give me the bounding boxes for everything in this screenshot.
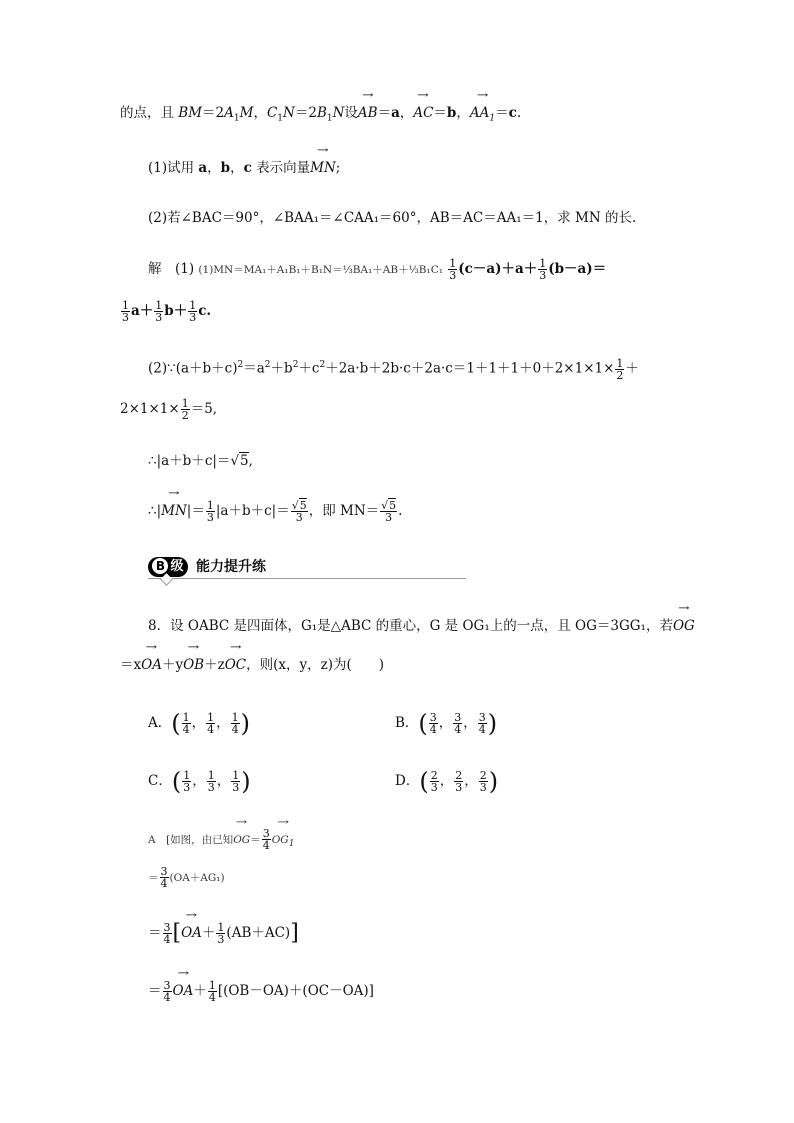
text: ＋	[201, 925, 216, 941]
text: 的点，且	[120, 105, 179, 121]
text: 4	[163, 991, 171, 1004]
vector-aa1: → $AA_1$	[470, 103, 495, 129]
text: ＋2a·b＋2b·c＋2a·c＝1＋1＋1＋0＋2×1×1×	[325, 360, 615, 377]
fraction: $\frac{√5}{3}$	[381, 499, 397, 524]
fraction	[154, 300, 163, 323]
vector-mn: → MN	[310, 158, 336, 178]
text: .	[398, 503, 403, 519]
vector-oa: → OA	[181, 923, 202, 943]
text: ＝	[148, 872, 159, 884]
answer-line-4	[148, 980, 374, 1003]
answer-line-2	[148, 866, 225, 889]
text: 3	[155, 311, 163, 324]
text: 1	[189, 299, 197, 312]
text: |＝	[186, 503, 205, 519]
text: 2	[319, 360, 326, 370]
vector-oa: → OA	[173, 981, 194, 1001]
text: (AB＋AC)	[226, 925, 291, 941]
text: 设	[344, 105, 358, 121]
text: 3	[217, 933, 225, 946]
vector-og: → OG	[673, 616, 695, 636]
fraction	[121, 300, 130, 323]
fraction	[181, 398, 190, 421]
problem-condition-line: 的点，且 $BM=2A_1M$，$C_1N=2B_1N$设→ AB＝a，→ AC＝b，→ $AA_1=c$.	[120, 103, 521, 129]
fraction	[163, 980, 172, 1003]
text: b＋	[164, 303, 188, 319]
text: 表示向量	[251, 160, 311, 176]
text: 4	[160, 877, 168, 890]
solution-1-cont	[120, 300, 211, 323]
text: 3	[385, 511, 393, 524]
text: 1	[217, 921, 225, 934]
section-header	[148, 557, 466, 579]
option-c[interactable]: C．( $\frac{1}{3}$ ， $\frac{1}{3}$ ， $\frac{1}{3}$ )	[148, 767, 251, 796]
text: 3	[163, 979, 171, 992]
text: 5	[389, 499, 397, 512]
text: ，	[207, 160, 221, 176]
text: (c－a)＋a＋	[458, 261, 538, 277]
solution-3: ∴|a＋b＋c|＝√5,	[148, 453, 253, 469]
text: 2	[237, 360, 244, 370]
text: ,	[248, 453, 253, 469]
fraction	[163, 922, 172, 945]
text: ＝x	[120, 657, 142, 673]
text: ＋c	[298, 360, 320, 377]
text: OG	[271, 834, 289, 846]
fraction: $\frac{√5}{3}$	[291, 499, 307, 524]
text: 4	[429, 723, 437, 736]
text: ＝	[148, 983, 162, 999]
fraction	[262, 828, 271, 851]
text: ＝	[495, 105, 509, 121]
section-title: 能力提升练	[196, 559, 266, 575]
solution-4	[148, 500, 402, 523]
text: 3	[189, 311, 197, 324]
option-d[interactable]: D．( $\frac{2}{3}$ ， $\frac{2}{3}$ ， $\frac{2}{3}$ )	[395, 767, 499, 796]
text: A [如图，由已知	[148, 834, 234, 846]
text: 3	[454, 711, 462, 724]
text: ＝	[250, 834, 261, 846]
fraction	[615, 358, 624, 381]
text: 2	[292, 360, 299, 370]
text: ∴|a＋b＋c|＝	[148, 453, 231, 469]
text: 4	[182, 723, 190, 736]
text: 1	[206, 499, 214, 512]
text: ＝	[148, 925, 162, 941]
text: (2)∵(a＋b＋c)	[148, 360, 238, 377]
answer-line-1	[148, 828, 294, 854]
text: 3	[430, 781, 438, 794]
text: ＋y	[161, 657, 184, 673]
option-a[interactable]: A．( $\frac{1}{4}$ ， $\frac{1}{4}$ ， $\frac{1}{4}$ )	[148, 709, 250, 738]
text: 1	[182, 711, 190, 724]
solution-small-expression: (1)MN＝MA₁＋A₁B₁＋B₁N＝⅓BA₁＋AB＋⅓B₁C₁	[198, 264, 443, 276]
text: ＋	[193, 983, 207, 999]
text: C．	[148, 773, 172, 789]
text: 3	[449, 269, 457, 282]
text: 1	[122, 299, 129, 312]
text: c	[243, 160, 252, 176]
text: c.	[198, 303, 212, 319]
vector-ab: → AB	[358, 103, 378, 123]
vector-oa: → OA	[141, 655, 162, 675]
text: 5	[299, 499, 307, 512]
text: ，则(x，y，z)为( )	[246, 657, 385, 673]
text: 1	[207, 769, 215, 782]
text: a＋	[131, 303, 154, 319]
solution-2	[148, 355, 639, 381]
text: ∴|	[148, 503, 162, 519]
text: 1	[232, 769, 240, 782]
text: 1	[181, 397, 189, 410]
text: 3	[160, 865, 168, 878]
text: 5	[240, 453, 249, 469]
text: A．	[148, 715, 172, 731]
question-8-line-1	[148, 616, 695, 636]
text: ＝a	[243, 360, 265, 377]
text: 3	[479, 781, 487, 794]
text: 4	[208, 991, 216, 1004]
text: 4	[207, 723, 215, 736]
fraction	[160, 866, 169, 889]
text: 3	[163, 921, 171, 934]
text: D．	[395, 773, 420, 789]
text: 3	[262, 827, 270, 840]
text: ，即 MN＝	[308, 503, 380, 519]
text: 1	[208, 979, 216, 992]
text: 1	[183, 769, 191, 782]
fraction	[538, 258, 547, 281]
text: AA	[469, 105, 490, 121]
text: 4	[454, 723, 462, 736]
text: (OA＋AG₁)	[169, 872, 225, 884]
text: 2×1×1×	[120, 401, 180, 417]
solution-label: 解 (1)	[148, 261, 195, 277]
vector-og1: → $OG_1$	[272, 830, 295, 854]
text: b	[220, 160, 231, 176]
text: 3	[295, 511, 303, 524]
fraction	[448, 258, 457, 281]
text: 4	[231, 723, 239, 736]
question-1	[148, 158, 340, 178]
vector-og: → OG	[233, 830, 250, 850]
fraction	[206, 500, 215, 523]
vector-ob: → OB	[183, 655, 204, 675]
text: 3	[455, 781, 463, 794]
text: 1	[155, 299, 163, 312]
text: B．	[395, 715, 419, 731]
text: 4	[262, 839, 270, 852]
text: a	[198, 160, 208, 176]
text: 2	[616, 368, 624, 382]
text: 2	[455, 769, 463, 782]
text: 1	[449, 257, 457, 270]
text: 2	[430, 769, 438, 782]
text: 3	[232, 781, 240, 794]
vector-ac: → AC	[413, 103, 433, 123]
question-8-line-2	[120, 655, 384, 675]
text: 2	[264, 360, 271, 370]
text: ＝5,	[190, 401, 218, 417]
text: 3	[478, 711, 486, 724]
solution-2-cont	[120, 398, 217, 421]
fraction	[188, 300, 197, 323]
text: 4	[163, 933, 171, 946]
text: 3	[539, 269, 547, 282]
text: ＝	[377, 105, 392, 121]
text: ，	[399, 105, 414, 121]
text: 4	[478, 723, 486, 736]
vector-mn: → MN	[161, 501, 187, 521]
fraction	[216, 922, 225, 945]
option-b[interactable]: B．( $\frac{3}{4}$ ， $\frac{3}{4}$ ， $\frac{3}{4}$ )	[395, 709, 498, 738]
text: [(OB－OA)＋(OC－OA)]	[217, 983, 374, 999]
text: ＋z	[204, 657, 225, 673]
text: 1	[616, 356, 624, 370]
text: ＝	[433, 105, 447, 121]
text: 3	[429, 711, 437, 724]
text: 3	[183, 781, 191, 794]
fraction	[208, 980, 217, 1003]
text: 8．设 OABC 是四面体，G₁是△ABC 的重心，G 是 OG₁上的一点，且 OG＝3GG₁，若	[148, 618, 673, 634]
text: 1	[231, 711, 239, 724]
text: 1	[539, 257, 547, 270]
text: B	[152, 558, 168, 574]
text: |a＋b＋c|＝	[215, 503, 290, 519]
question-2: (2)若∠BAC＝90°，∠BAA₁＝∠CAA₁＝60°，AB＝AC＝AA₁＝1，求 MN 的长.	[148, 210, 637, 226]
text: 2	[181, 409, 189, 422]
text: ＋b	[270, 360, 293, 377]
text: 2	[479, 769, 487, 782]
text: 1	[207, 711, 215, 724]
text: ＋	[625, 360, 639, 377]
answer-line-3: ＝ $\frac{3}{4}$ [→ OA＋ $\frac{1}{3}$ (AB＋AC)]	[148, 922, 299, 945]
vector-oc: → OC	[225, 655, 246, 675]
text: 3	[122, 311, 129, 324]
text: 3	[207, 781, 215, 794]
text: ，	[230, 160, 244, 176]
solution-1	[148, 258, 606, 281]
text: ;	[335, 160, 341, 176]
text: .	[516, 105, 522, 121]
text: (b－a)＝	[548, 261, 607, 277]
text: (1)试用	[148, 160, 199, 176]
text: 级	[170, 559, 184, 574]
text: 3	[206, 511, 214, 524]
text: ，	[456, 105, 470, 121]
